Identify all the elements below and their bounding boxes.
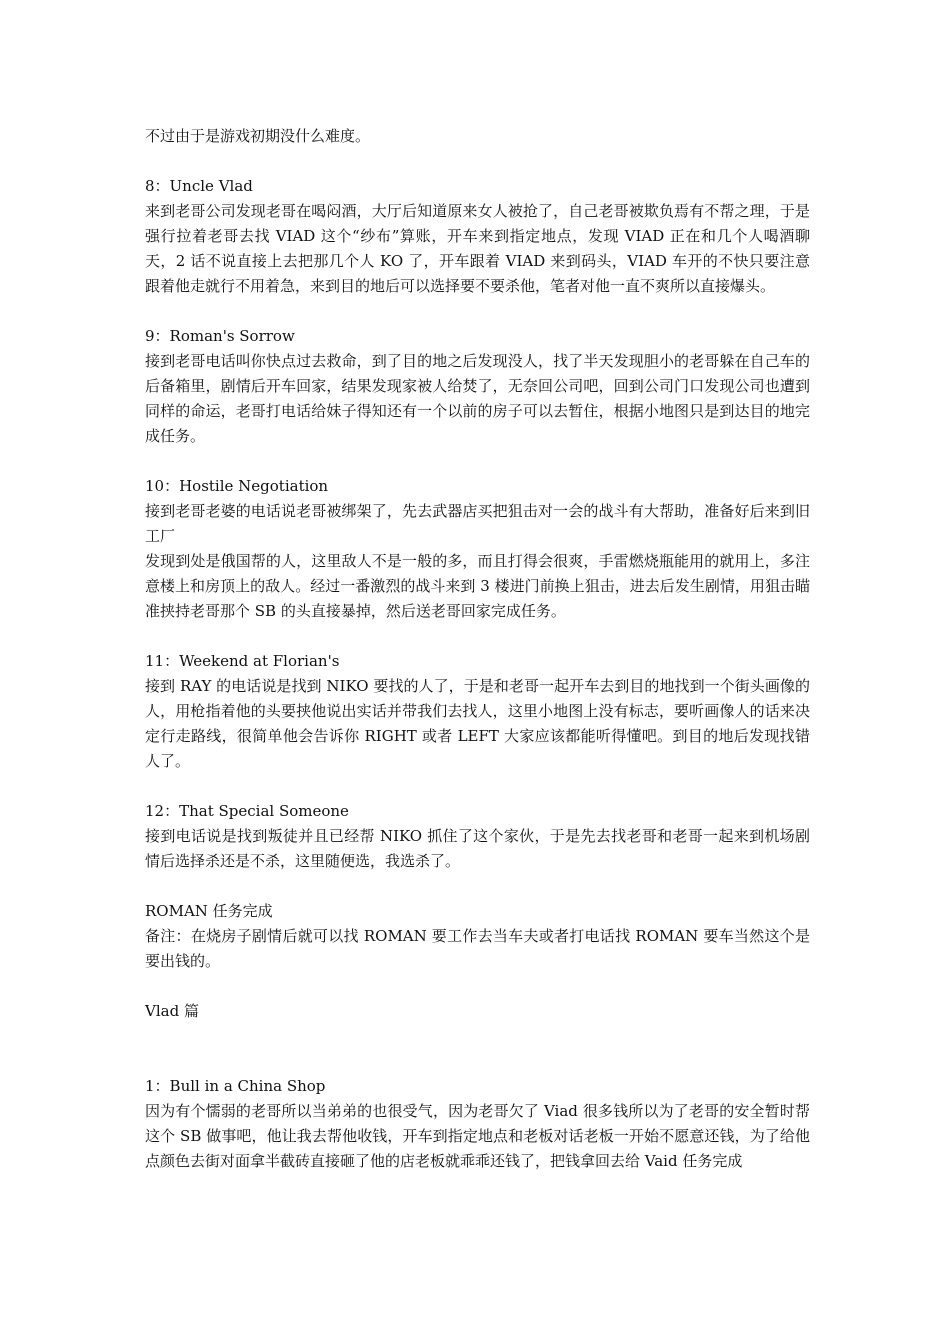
mission-10-body-2: 发现到处是俄国帮的人，这里敌人不是一般的多，而且打得会很爽，手雷燃烧瓶能用的就用上，多注意楼上和房顶上的敌人。经过一番激烈的战斗来到 3 楼进门前换上狙击，进去后发生剧情，用狙击瞄准挟持老哥那个 SB 的头直接暴掉，然后送老哥回家完成任务。 bbox=[145, 552, 810, 620]
mission-8-body: 来到老哥公司发现老哥在喝闷酒，大厅后知道原来女人被抢了，自己老哥被欺负焉有不帮之理，于是强行拉着老哥去找 VIAD 这个“纱布”算账，开车来到指定地点，发现 VIAD 正在和几个人喝酒聊天，2 话不说直接上去把那几个人 KO 了，开车跟着 VIAD 来到码头，VIAD 车开的不快只要注意跟着他走就行不用着急，来到目的地后可以选择要不要杀他，笔者对他一直不爽所以直接爆头。 bbox=[145, 202, 810, 295]
mission-8-heading: 8：Uncle Vlad bbox=[145, 177, 253, 195]
mission-11-heading: 11：Weekend at Florian's bbox=[145, 652, 340, 670]
spacer bbox=[145, 624, 810, 649]
mission-12-body: 接到电话说是找到叛徒并且已经帮 NIKO 抓住了这个家伙，于是先去找老哥和老哥一起来到机场剧情后选择杀还是不杀，这里随便选，我选杀了。 bbox=[145, 827, 810, 870]
spacer bbox=[145, 449, 810, 474]
mission-11-body: 接到 RAY 的电话说是找到 NIKO 要找的人了，于是和老哥一起开车去到目的地找到一个街头画像的人，用枪指着他的头要挟他说出实话并带我们去找人，这里小地图上没有标志，要听画像人的话来决定行走路线，很简单他会告诉你 RIGHT 或者 LEFT 大家应该都能听得懂吧。到目的地后发现找错人了。 bbox=[145, 677, 810, 770]
vlad-mission-1-body: 因为有个懦弱的老哥所以当弟弟的也很受气，因为老哥欠了 Viad 很多钱所以为了老哥的安全暂时帮这个 SB 做事吧，他让我去帮他收钱，开车到指定地点和老板对话老板一开始不愿意还钱，为了给他点颜色去街对面拿半截砖直接砸了他的店老板就乖乖还钱了，把钱拿回去给 Vaid 任务完成 bbox=[145, 1102, 810, 1170]
document-page bbox=[145, 124, 810, 1174]
vlad-mission-1-heading: 1：Bull in a China Shop bbox=[145, 1077, 326, 1095]
spacer bbox=[145, 974, 810, 999]
spacer bbox=[145, 1024, 810, 1074]
spacer bbox=[145, 299, 810, 324]
roman-complete-heading: ROMAN 任务完成 bbox=[145, 902, 273, 920]
mission-9-body: 接到老哥电话叫你快点过去救命，到了目的地之后发现没人，找了半天发现胆小的老哥躲在自己车的后备箱里，剧情后开车回家，结果发现家被人给焚了，无奈回公司吧，回到公司门口发现公司也遭到同样的命运，老哥打电话给妹子得知还有一个以前的房子可以去暂住，根据小地图只是到达目的地完成任务。 bbox=[145, 352, 810, 445]
spacer bbox=[145, 774, 810, 799]
mission-9-heading: 9：Roman's Sorrow bbox=[145, 327, 295, 345]
spacer bbox=[145, 874, 810, 899]
roman-complete-note: 备注：在烧房子剧情后就可以找 ROMAN 要工作去当车夫或者打电话找 ROMAN 要车当然这个是要出钱的。 bbox=[145, 927, 810, 970]
spacer bbox=[145, 149, 810, 174]
intro-text: 不过由于是游戏初期没什么难度。 bbox=[145, 127, 371, 145]
mission-10-body-1: 接到老哥老婆的电话说老哥被绑架了，先去武器店买把狙击对一会的战斗有大帮助，准备好后来到旧工厂 bbox=[145, 502, 810, 545]
mission-12-heading: 12：That Special Someone bbox=[145, 802, 349, 820]
vlad-section-title: Vlad 篇 bbox=[145, 1002, 199, 1020]
mission-10-heading: 10：Hostile Negotiation bbox=[145, 477, 329, 495]
